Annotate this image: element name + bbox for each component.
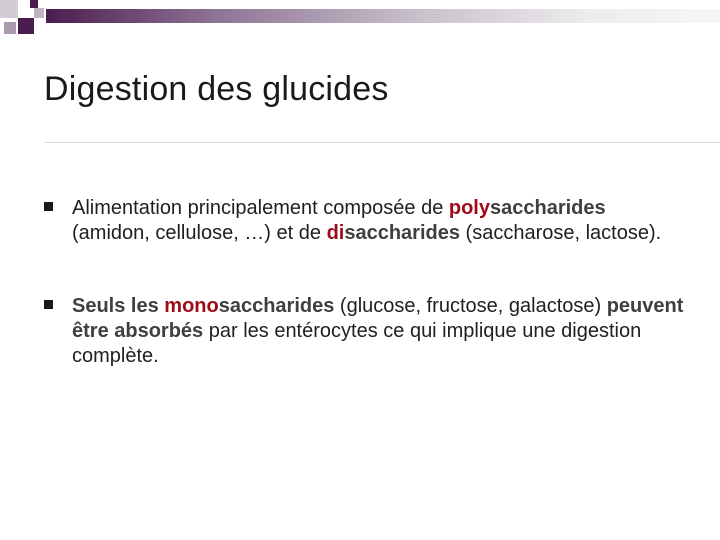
term-bold: saccharides	[218, 295, 335, 317]
term-bold: Seuls les	[72, 295, 165, 317]
square-bullet-icon	[44, 300, 53, 309]
decor-square	[4, 22, 16, 34]
text-segment: par les entérocytes ce qui implique une digestion complète.	[72, 320, 642, 367]
bullet-text	[72, 196, 684, 246]
term-bold: saccharides	[490, 197, 606, 219]
text-segment: Alimentation principalement composée de	[72, 197, 449, 219]
decor-square	[34, 8, 44, 18]
bullet-list	[44, 196, 684, 417]
slide-title: Digestion des glucides	[44, 70, 389, 108]
term-bold: saccharides	[344, 222, 460, 244]
prefix-highlight: di	[326, 222, 345, 244]
title-divider	[44, 142, 720, 143]
bullet-text	[72, 294, 684, 369]
text-segment: (glucose, fructose, galactose)	[334, 295, 607, 317]
decor-square	[0, 0, 18, 18]
text-segment: (amidon, cellulose, …) et de	[72, 222, 327, 244]
decor-square	[30, 0, 38, 8]
prefix-highlight: poly	[448, 197, 490, 219]
text-segment: (saccharose, lactose).	[459, 222, 662, 244]
header-decoration	[0, 0, 720, 48]
decor-square	[18, 18, 34, 34]
header-gradient-strip	[46, 9, 720, 23]
square-bullet-icon	[44, 202, 53, 211]
term-bold: peuvent être absorbés	[72, 295, 684, 342]
prefix-highlight: mono	[164, 295, 219, 317]
bullet-item	[44, 196, 684, 246]
bullet-item	[44, 294, 684, 369]
